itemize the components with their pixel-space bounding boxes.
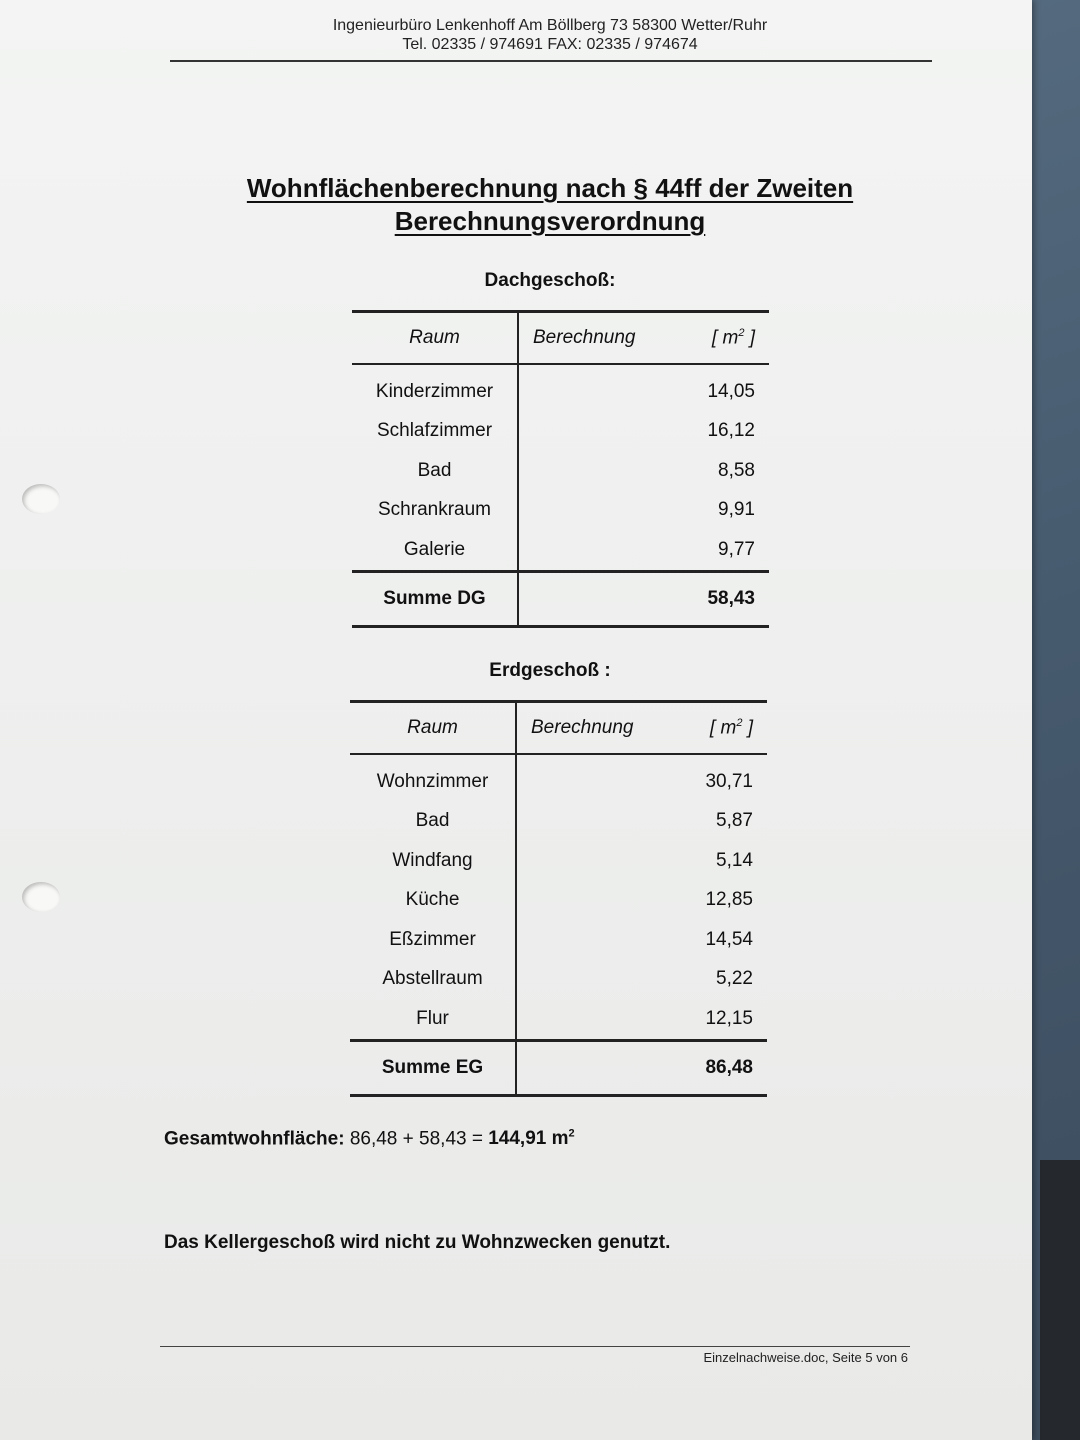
table-row xyxy=(350,999,767,1040)
letterhead-address: Ingenieurbüro Lenkenhoff Am Böllberg 73 58300 Wetter/Ruhr xyxy=(332,17,768,34)
footer-page-info: Einzelnachweise.doc, Seite 5 von 6 xyxy=(703,1350,908,1365)
room-calculation xyxy=(518,364,674,412)
room-area: 5,14 xyxy=(716,849,753,871)
room-calculation xyxy=(516,920,672,960)
room-area: 16,12 xyxy=(707,420,755,442)
room-calculation xyxy=(516,754,672,802)
punch-hole xyxy=(22,484,60,514)
room-name: Schlafzimmer xyxy=(352,412,518,452)
header-unit: [ $m^2$ ] xyxy=(674,312,769,365)
room-area: 12,15 xyxy=(705,1007,753,1029)
table-row xyxy=(350,960,767,1000)
room-calculation xyxy=(518,530,674,571)
room-name: Wohnzimmer xyxy=(350,754,516,802)
section-heading-eg: Erdgeschoß : xyxy=(489,660,611,681)
room-name: Kinderzimmer xyxy=(352,364,518,412)
sum-calculation xyxy=(518,571,674,626)
header-unit: [ $m^2$ ] xyxy=(672,702,767,755)
letterhead-contact: Tel. 02335 / 974691 FAX: 02335 / 974674 xyxy=(402,36,698,53)
header-calculation: Berechnung xyxy=(516,702,672,755)
header-calculation: Berechnung xyxy=(518,312,674,365)
room-name: Flur xyxy=(350,999,516,1040)
room-name: Abstellraum xyxy=(350,960,516,1000)
room-area: 30,71 xyxy=(705,770,753,792)
room-name: Bad xyxy=(350,802,516,842)
letterhead-rule xyxy=(170,60,932,62)
room-calculation xyxy=(516,999,672,1040)
table-row xyxy=(350,920,767,960)
sum-row-eg xyxy=(350,1040,767,1095)
table-header-row xyxy=(352,312,769,365)
header-room: Raum xyxy=(350,702,516,755)
table-row xyxy=(350,754,767,802)
room-name: Windfang xyxy=(350,841,516,881)
total-living-area xyxy=(164,1128,575,1150)
table-row xyxy=(352,412,769,452)
table-row xyxy=(350,802,767,842)
table-row xyxy=(350,881,767,921)
room-calculation xyxy=(518,451,674,491)
total-label: Gesamtwohnfläche: xyxy=(164,1128,345,1150)
sum-label: Summe DG xyxy=(352,571,518,626)
background-shadow xyxy=(1040,1160,1080,1440)
room-area: 8,58 xyxy=(718,459,755,481)
punch-hole xyxy=(22,882,60,912)
sum-label: Summe EG xyxy=(350,1040,516,1095)
room-name: Bad xyxy=(352,451,518,491)
table-row xyxy=(350,841,767,881)
room-area: 9,91 xyxy=(718,499,755,521)
sum-value: 86,48 xyxy=(672,1040,767,1095)
title-line-1: Wohnflächenberechnung nach § 44ff der Zweiten xyxy=(246,173,854,203)
room-area: 9,77 xyxy=(718,538,755,560)
sum-row-dg xyxy=(352,571,769,626)
section-heading-dg: Dachgeschoß: xyxy=(484,270,616,291)
table-row xyxy=(352,530,769,571)
document-title xyxy=(200,172,900,238)
room-calculation xyxy=(516,881,672,921)
room-calculation xyxy=(516,960,672,1000)
room-area: 14,05 xyxy=(707,380,755,402)
title-line-2: Berechnungsverordnung xyxy=(394,206,706,236)
area-table-dg xyxy=(352,310,769,628)
sum-value: 58,43 xyxy=(674,571,769,626)
room-calculation xyxy=(518,412,674,452)
room-calculation xyxy=(516,841,672,881)
room-area: 12,85 xyxy=(705,889,753,911)
header-room: Raum xyxy=(352,312,518,365)
room-name: Galerie xyxy=(352,530,518,571)
area-table-eg xyxy=(350,700,767,1097)
total-formula: 86,48 + 58,43 = xyxy=(344,1128,489,1150)
table-row xyxy=(352,491,769,531)
basement-note: Das Kellergeschoß wird nicht zu Wohnzwecken genutzt. xyxy=(164,1232,671,1253)
room-area: 5,22 xyxy=(716,968,753,990)
table-row xyxy=(352,451,769,491)
sum-calculation xyxy=(516,1040,672,1095)
room-name: Küche xyxy=(350,881,516,921)
table-header-row xyxy=(350,702,767,755)
room-area: 14,54 xyxy=(705,928,753,950)
room-name: Schrankraum xyxy=(352,491,518,531)
room-calculation xyxy=(518,491,674,531)
total-value: 144,91 $m^2$ xyxy=(488,1128,575,1150)
footer-rule xyxy=(160,1346,910,1347)
table-row xyxy=(352,364,769,412)
room-area: 5,87 xyxy=(716,810,753,832)
room-calculation xyxy=(516,802,672,842)
letterhead xyxy=(170,16,930,54)
room-name: Eßzimmer xyxy=(350,920,516,960)
